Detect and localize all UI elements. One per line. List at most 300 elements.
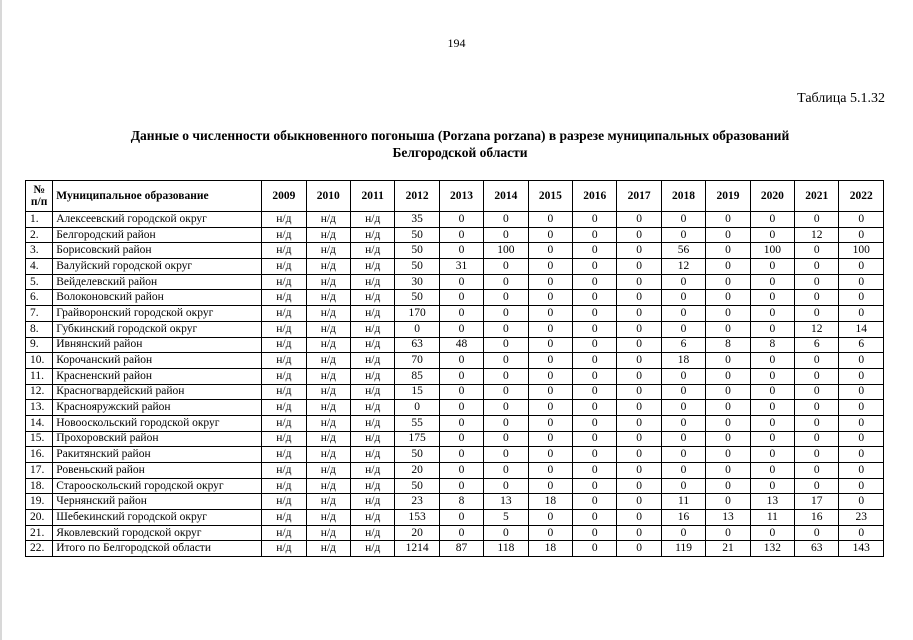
year-value-cell: н/д <box>262 368 306 384</box>
year-value-cell: н/д <box>262 478 306 494</box>
year-value-cell: 0 <box>706 243 750 259</box>
title-line-1: Данные о численности обыкновенного погоныша (Porzana porzana) в разрезе муниципальных образований <box>130 128 790 143</box>
row-number: 10. <box>26 353 53 369</box>
year-value-cell: н/д <box>306 510 350 526</box>
year-value-cell: 0 <box>661 368 705 384</box>
table-row <box>26 415 884 431</box>
row-number: 6. <box>26 290 53 306</box>
header-year: 2012 <box>395 181 439 212</box>
year-value-cell: 0 <box>439 290 483 306</box>
year-value-cell: н/д <box>351 321 395 337</box>
year-value-cell: н/д <box>351 431 395 447</box>
year-value-cell: 0 <box>706 494 750 510</box>
row-number: 22. <box>26 541 53 557</box>
year-value-cell: 0 <box>617 541 661 557</box>
year-value-cell: 0 <box>439 400 483 416</box>
row-number: 12. <box>26 384 53 400</box>
year-value-cell: н/д <box>262 447 306 463</box>
year-value-cell: 0 <box>750 290 794 306</box>
year-value-cell: 0 <box>750 400 794 416</box>
year-value-cell: 21 <box>706 541 750 557</box>
municipality-name: Итого по Белгородской области <box>53 541 262 557</box>
year-value-cell: 0 <box>573 447 617 463</box>
header-year: 2017 <box>617 181 661 212</box>
header-num: № п/п <box>26 181 53 212</box>
year-value-cell: 0 <box>706 321 750 337</box>
table-row <box>26 306 884 322</box>
year-value-cell: 50 <box>395 290 439 306</box>
year-value-cell: н/д <box>262 290 306 306</box>
year-value-cell: 0 <box>439 525 483 541</box>
year-value-cell: н/д <box>262 463 306 479</box>
table-row <box>26 541 884 557</box>
row-number: 16. <box>26 447 53 463</box>
year-value-cell: 0 <box>661 384 705 400</box>
municipality-name: Новооскольский городской округ <box>53 415 262 431</box>
year-value-cell: 0 <box>839 368 884 384</box>
row-number: 14. <box>26 415 53 431</box>
year-value-cell: 0 <box>528 259 572 275</box>
year-value-cell: н/д <box>351 494 395 510</box>
year-value-cell: 0 <box>617 353 661 369</box>
year-value-cell: н/д <box>306 337 350 353</box>
year-value-cell: 8 <box>706 337 750 353</box>
year-value-cell: 18 <box>528 494 572 510</box>
year-value-cell: н/д <box>351 368 395 384</box>
year-value-cell: 8 <box>439 494 483 510</box>
row-number: 7. <box>26 306 53 322</box>
year-value-cell: 50 <box>395 227 439 243</box>
year-value-cell: 11 <box>750 510 794 526</box>
year-value-cell: 50 <box>395 259 439 275</box>
year-value-cell: 30 <box>395 274 439 290</box>
row-number: 19. <box>26 494 53 510</box>
municipality-name: Шебекинский городской округ <box>53 510 262 526</box>
year-value-cell: 0 <box>839 525 884 541</box>
year-value-cell: 0 <box>795 353 839 369</box>
year-value-cell: н/д <box>262 274 306 290</box>
year-value-cell: 11 <box>661 494 705 510</box>
year-value-cell: 0 <box>750 321 794 337</box>
year-value-cell: 0 <box>839 259 884 275</box>
year-value-cell: 0 <box>484 415 528 431</box>
year-value-cell: н/д <box>306 368 350 384</box>
year-value-cell: 0 <box>839 212 884 228</box>
year-value-cell: н/д <box>306 541 350 557</box>
year-value-cell: 0 <box>795 212 839 228</box>
year-value-cell: 0 <box>573 306 617 322</box>
year-value-cell: 0 <box>528 447 572 463</box>
year-value-cell: 0 <box>439 415 483 431</box>
year-value-cell: 0 <box>795 400 839 416</box>
year-value-cell: 23 <box>839 510 884 526</box>
year-value-cell: 0 <box>706 212 750 228</box>
year-value-cell: 0 <box>528 384 572 400</box>
year-value-cell: н/д <box>306 447 350 463</box>
year-value-cell: 12 <box>795 227 839 243</box>
year-value-cell: 132 <box>750 541 794 557</box>
year-value-cell: н/д <box>306 212 350 228</box>
table-label: Таблица 5.1.32 <box>797 91 885 106</box>
year-value-cell: 0 <box>617 290 661 306</box>
year-value-cell: 13 <box>750 494 794 510</box>
year-value-cell: 0 <box>617 368 661 384</box>
year-value-cell: 0 <box>750 259 794 275</box>
year-value-cell: 0 <box>617 463 661 479</box>
year-value-cell: 0 <box>661 415 705 431</box>
year-value-cell: 0 <box>706 306 750 322</box>
year-value-cell: 0 <box>661 447 705 463</box>
year-value-cell: 0 <box>395 400 439 416</box>
year-value-cell: н/д <box>306 227 350 243</box>
municipality-name: Ивнянский район <box>53 337 262 353</box>
year-value-cell: 0 <box>528 274 572 290</box>
year-value-cell: 0 <box>617 510 661 526</box>
year-value-cell: 87 <box>439 541 483 557</box>
year-value-cell: н/д <box>351 478 395 494</box>
year-value-cell: 0 <box>795 259 839 275</box>
year-value-cell: 0 <box>795 447 839 463</box>
table-row <box>26 368 884 384</box>
year-value-cell: н/д <box>351 274 395 290</box>
year-value-cell: н/д <box>306 525 350 541</box>
table-row <box>26 274 884 290</box>
row-number: 5. <box>26 274 53 290</box>
year-value-cell: 0 <box>706 400 750 416</box>
year-value-cell: н/д <box>262 353 306 369</box>
year-value-cell: 175 <box>395 431 439 447</box>
municipality-name: Валуйский городской округ <box>53 259 262 275</box>
year-value-cell: 0 <box>573 384 617 400</box>
year-value-cell: н/д <box>351 384 395 400</box>
year-value-cell: 1214 <box>395 541 439 557</box>
year-value-cell: 0 <box>439 274 483 290</box>
year-value-cell: 0 <box>795 274 839 290</box>
year-value-cell: 0 <box>706 259 750 275</box>
year-value-cell: 0 <box>573 431 617 447</box>
year-value-cell: 0 <box>439 431 483 447</box>
year-value-cell: 0 <box>750 368 794 384</box>
year-value-cell: 0 <box>750 274 794 290</box>
year-value-cell: н/д <box>262 227 306 243</box>
row-number: 3. <box>26 243 53 259</box>
year-value-cell: 0 <box>706 415 750 431</box>
year-value-cell: 0 <box>573 525 617 541</box>
year-value-cell: 143 <box>839 541 884 557</box>
year-value-cell: 0 <box>750 415 794 431</box>
year-value-cell: 118 <box>484 541 528 557</box>
year-value-cell: 0 <box>750 525 794 541</box>
year-value-cell: 0 <box>795 463 839 479</box>
year-value-cell: 0 <box>528 431 572 447</box>
year-value-cell: 0 <box>528 478 572 494</box>
year-value-cell: н/д <box>262 494 306 510</box>
year-value-cell: н/д <box>306 494 350 510</box>
year-value-cell: н/д <box>262 337 306 353</box>
municipality-name: Корочанский район <box>53 353 262 369</box>
year-value-cell: 0 <box>795 431 839 447</box>
municipality-name: Яковлевский городской округ <box>53 525 262 541</box>
header-year: 2014 <box>484 181 528 212</box>
year-value-cell: 6 <box>661 337 705 353</box>
year-value-cell: 0 <box>439 384 483 400</box>
table-row <box>26 259 884 275</box>
year-value-cell: н/д <box>306 306 350 322</box>
year-value-cell: 0 <box>617 227 661 243</box>
year-value-cell: 0 <box>617 478 661 494</box>
year-value-cell: н/д <box>306 353 350 369</box>
year-value-cell: н/д <box>262 400 306 416</box>
year-value-cell: 0 <box>795 290 839 306</box>
year-value-cell: 0 <box>750 306 794 322</box>
year-value-cell: н/д <box>351 415 395 431</box>
year-value-cell: 0 <box>573 510 617 526</box>
year-value-cell: 0 <box>573 243 617 259</box>
table-header-row <box>26 181 884 212</box>
year-value-cell: 0 <box>573 337 617 353</box>
year-value-cell: 0 <box>706 447 750 463</box>
year-value-cell: 0 <box>617 337 661 353</box>
year-value-cell: н/д <box>262 212 306 228</box>
year-value-cell: 18 <box>661 353 705 369</box>
year-value-cell: н/д <box>306 431 350 447</box>
year-value-cell: 85 <box>395 368 439 384</box>
year-value-cell: 0 <box>528 463 572 479</box>
year-value-cell: 0 <box>484 368 528 384</box>
municipality-name: Белгородский район <box>53 227 262 243</box>
year-value-cell: 20 <box>395 525 439 541</box>
year-value-cell: 0 <box>839 353 884 369</box>
header-year: 2022 <box>839 181 884 212</box>
year-value-cell: 100 <box>750 243 794 259</box>
year-value-cell: 0 <box>484 447 528 463</box>
title-line-2: Белгородской области <box>392 145 528 160</box>
row-number: 20. <box>26 510 53 526</box>
year-value-cell: 0 <box>573 274 617 290</box>
year-value-cell: 0 <box>706 525 750 541</box>
year-value-cell: 0 <box>617 431 661 447</box>
year-value-cell: 0 <box>795 243 839 259</box>
year-value-cell: 0 <box>839 274 884 290</box>
year-value-cell: 0 <box>617 306 661 322</box>
table-row <box>26 510 884 526</box>
municipality-name: Старооскольский городской округ <box>53 478 262 494</box>
year-value-cell: 0 <box>706 431 750 447</box>
year-value-cell: 0 <box>839 400 884 416</box>
year-value-cell: н/д <box>351 463 395 479</box>
year-value-cell: н/д <box>306 384 350 400</box>
year-value-cell: н/д <box>306 321 350 337</box>
year-value-cell: 0 <box>750 447 794 463</box>
year-value-cell: 0 <box>528 337 572 353</box>
table-row <box>26 494 884 510</box>
year-value-cell: 5 <box>484 510 528 526</box>
year-value-cell: 0 <box>661 525 705 541</box>
row-number: 18. <box>26 478 53 494</box>
row-number: 1. <box>26 212 53 228</box>
year-value-cell: 0 <box>706 353 750 369</box>
year-value-cell: 0 <box>661 478 705 494</box>
year-value-cell: 0 <box>484 478 528 494</box>
year-value-cell: 0 <box>661 274 705 290</box>
year-value-cell: н/д <box>306 274 350 290</box>
table-row <box>26 384 884 400</box>
year-value-cell: 0 <box>528 243 572 259</box>
year-value-cell: 0 <box>706 290 750 306</box>
year-value-cell: 0 <box>573 400 617 416</box>
year-value-cell: 0 <box>795 478 839 494</box>
year-value-cell: 18 <box>528 541 572 557</box>
year-value-cell: 0 <box>661 227 705 243</box>
header-year: 2009 <box>262 181 306 212</box>
municipality-name: Красногвардейский район <box>53 384 262 400</box>
row-number: 9. <box>26 337 53 353</box>
scan-edge <box>0 0 2 640</box>
year-value-cell: 56 <box>661 243 705 259</box>
page-number: 194 <box>447 36 466 50</box>
table-row <box>26 227 884 243</box>
year-value-cell: 23 <box>395 494 439 510</box>
table-row <box>26 290 884 306</box>
year-value-cell: 0 <box>839 415 884 431</box>
table-row <box>26 400 884 416</box>
year-value-cell: н/д <box>351 525 395 541</box>
year-value-cell: 0 <box>706 368 750 384</box>
year-value-cell: н/д <box>351 227 395 243</box>
year-value-cell: 0 <box>573 290 617 306</box>
year-value-cell: 0 <box>484 212 528 228</box>
municipality-name: Ракитянский район <box>53 447 262 463</box>
year-value-cell: 0 <box>573 368 617 384</box>
row-number: 21. <box>26 525 53 541</box>
header-name: Муниципальное образование <box>53 181 262 212</box>
year-value-cell: 0 <box>795 525 839 541</box>
year-value-cell: 0 <box>439 368 483 384</box>
year-value-cell: н/д <box>262 510 306 526</box>
year-value-cell: 16 <box>795 510 839 526</box>
municipality-name: Борисовский район <box>53 243 262 259</box>
year-value-cell: 0 <box>573 494 617 510</box>
year-value-cell: 55 <box>395 415 439 431</box>
year-value-cell: 0 <box>484 525 528 541</box>
year-value-cell: 0 <box>617 259 661 275</box>
year-value-cell: 170 <box>395 306 439 322</box>
year-value-cell: 0 <box>617 447 661 463</box>
year-value-cell: 0 <box>439 321 483 337</box>
year-value-cell: 0 <box>484 274 528 290</box>
year-value-cell: 14 <box>839 321 884 337</box>
table-row <box>26 463 884 479</box>
table-row <box>26 525 884 541</box>
year-value-cell: 0 <box>661 431 705 447</box>
header-year: 2019 <box>706 181 750 212</box>
municipality-name: Волоконовский район <box>53 290 262 306</box>
year-value-cell: 0 <box>750 478 794 494</box>
year-value-cell: 0 <box>706 463 750 479</box>
year-value-cell: 0 <box>617 243 661 259</box>
row-number: 4. <box>26 259 53 275</box>
year-value-cell: 0 <box>750 384 794 400</box>
year-value-cell: 0 <box>484 290 528 306</box>
table-body <box>26 212 884 557</box>
year-value-cell: 0 <box>573 463 617 479</box>
year-value-cell: 0 <box>484 463 528 479</box>
year-value-cell: н/д <box>306 259 350 275</box>
header-year: 2020 <box>750 181 794 212</box>
year-value-cell: н/д <box>262 384 306 400</box>
year-value-cell: 0 <box>661 290 705 306</box>
year-value-cell: 0 <box>484 353 528 369</box>
year-value-cell: 16 <box>661 510 705 526</box>
year-value-cell: 31 <box>439 259 483 275</box>
year-value-cell: н/д <box>262 243 306 259</box>
year-value-cell: 0 <box>573 415 617 431</box>
municipality-name: Алексеевский городской округ <box>53 212 262 228</box>
year-value-cell: 0 <box>839 447 884 463</box>
year-value-cell: н/д <box>306 290 350 306</box>
year-value-cell: 15 <box>395 384 439 400</box>
year-value-cell: 50 <box>395 478 439 494</box>
year-value-cell: 0 <box>839 478 884 494</box>
year-value-cell: 0 <box>617 494 661 510</box>
year-value-cell: 0 <box>706 274 750 290</box>
year-value-cell: 0 <box>484 227 528 243</box>
year-value-cell: 153 <box>395 510 439 526</box>
year-value-cell: 0 <box>484 337 528 353</box>
year-value-cell: 8 <box>750 337 794 353</box>
year-value-cell: 0 <box>795 306 839 322</box>
row-number: 13. <box>26 400 53 416</box>
year-value-cell: 0 <box>795 384 839 400</box>
year-value-cell: н/д <box>306 400 350 416</box>
year-value-cell: 0 <box>439 478 483 494</box>
year-value-cell: 50 <box>395 447 439 463</box>
year-value-cell: 0 <box>528 227 572 243</box>
year-value-cell: 0 <box>484 321 528 337</box>
header-year: 2013 <box>439 181 483 212</box>
year-value-cell: н/д <box>262 259 306 275</box>
year-value-cell: н/д <box>351 259 395 275</box>
row-number: 11. <box>26 368 53 384</box>
year-value-cell: 0 <box>528 525 572 541</box>
year-value-cell: 0 <box>617 384 661 400</box>
year-value-cell: н/д <box>351 212 395 228</box>
year-value-cell: н/д <box>351 541 395 557</box>
year-value-cell: 0 <box>528 400 572 416</box>
year-value-cell: 0 <box>528 306 572 322</box>
year-value-cell: 0 <box>706 384 750 400</box>
year-value-cell: 0 <box>573 321 617 337</box>
year-value-cell: 0 <box>439 463 483 479</box>
year-value-cell: 0 <box>661 463 705 479</box>
header-year: 2011 <box>351 181 395 212</box>
year-value-cell: 0 <box>573 478 617 494</box>
year-value-cell: 0 <box>617 525 661 541</box>
table-row <box>26 478 884 494</box>
table-row <box>26 353 884 369</box>
document-title <box>60 127 860 161</box>
year-value-cell: 0 <box>617 212 661 228</box>
header-year: 2016 <box>573 181 617 212</box>
municipality-name: Краснояружский район <box>53 400 262 416</box>
year-value-cell: н/д <box>351 337 395 353</box>
year-value-cell: 0 <box>839 290 884 306</box>
year-value-cell: 63 <box>795 541 839 557</box>
year-value-cell: 0 <box>528 290 572 306</box>
population-table <box>25 180 884 557</box>
year-value-cell: 0 <box>528 368 572 384</box>
year-value-cell: 0 <box>395 321 439 337</box>
